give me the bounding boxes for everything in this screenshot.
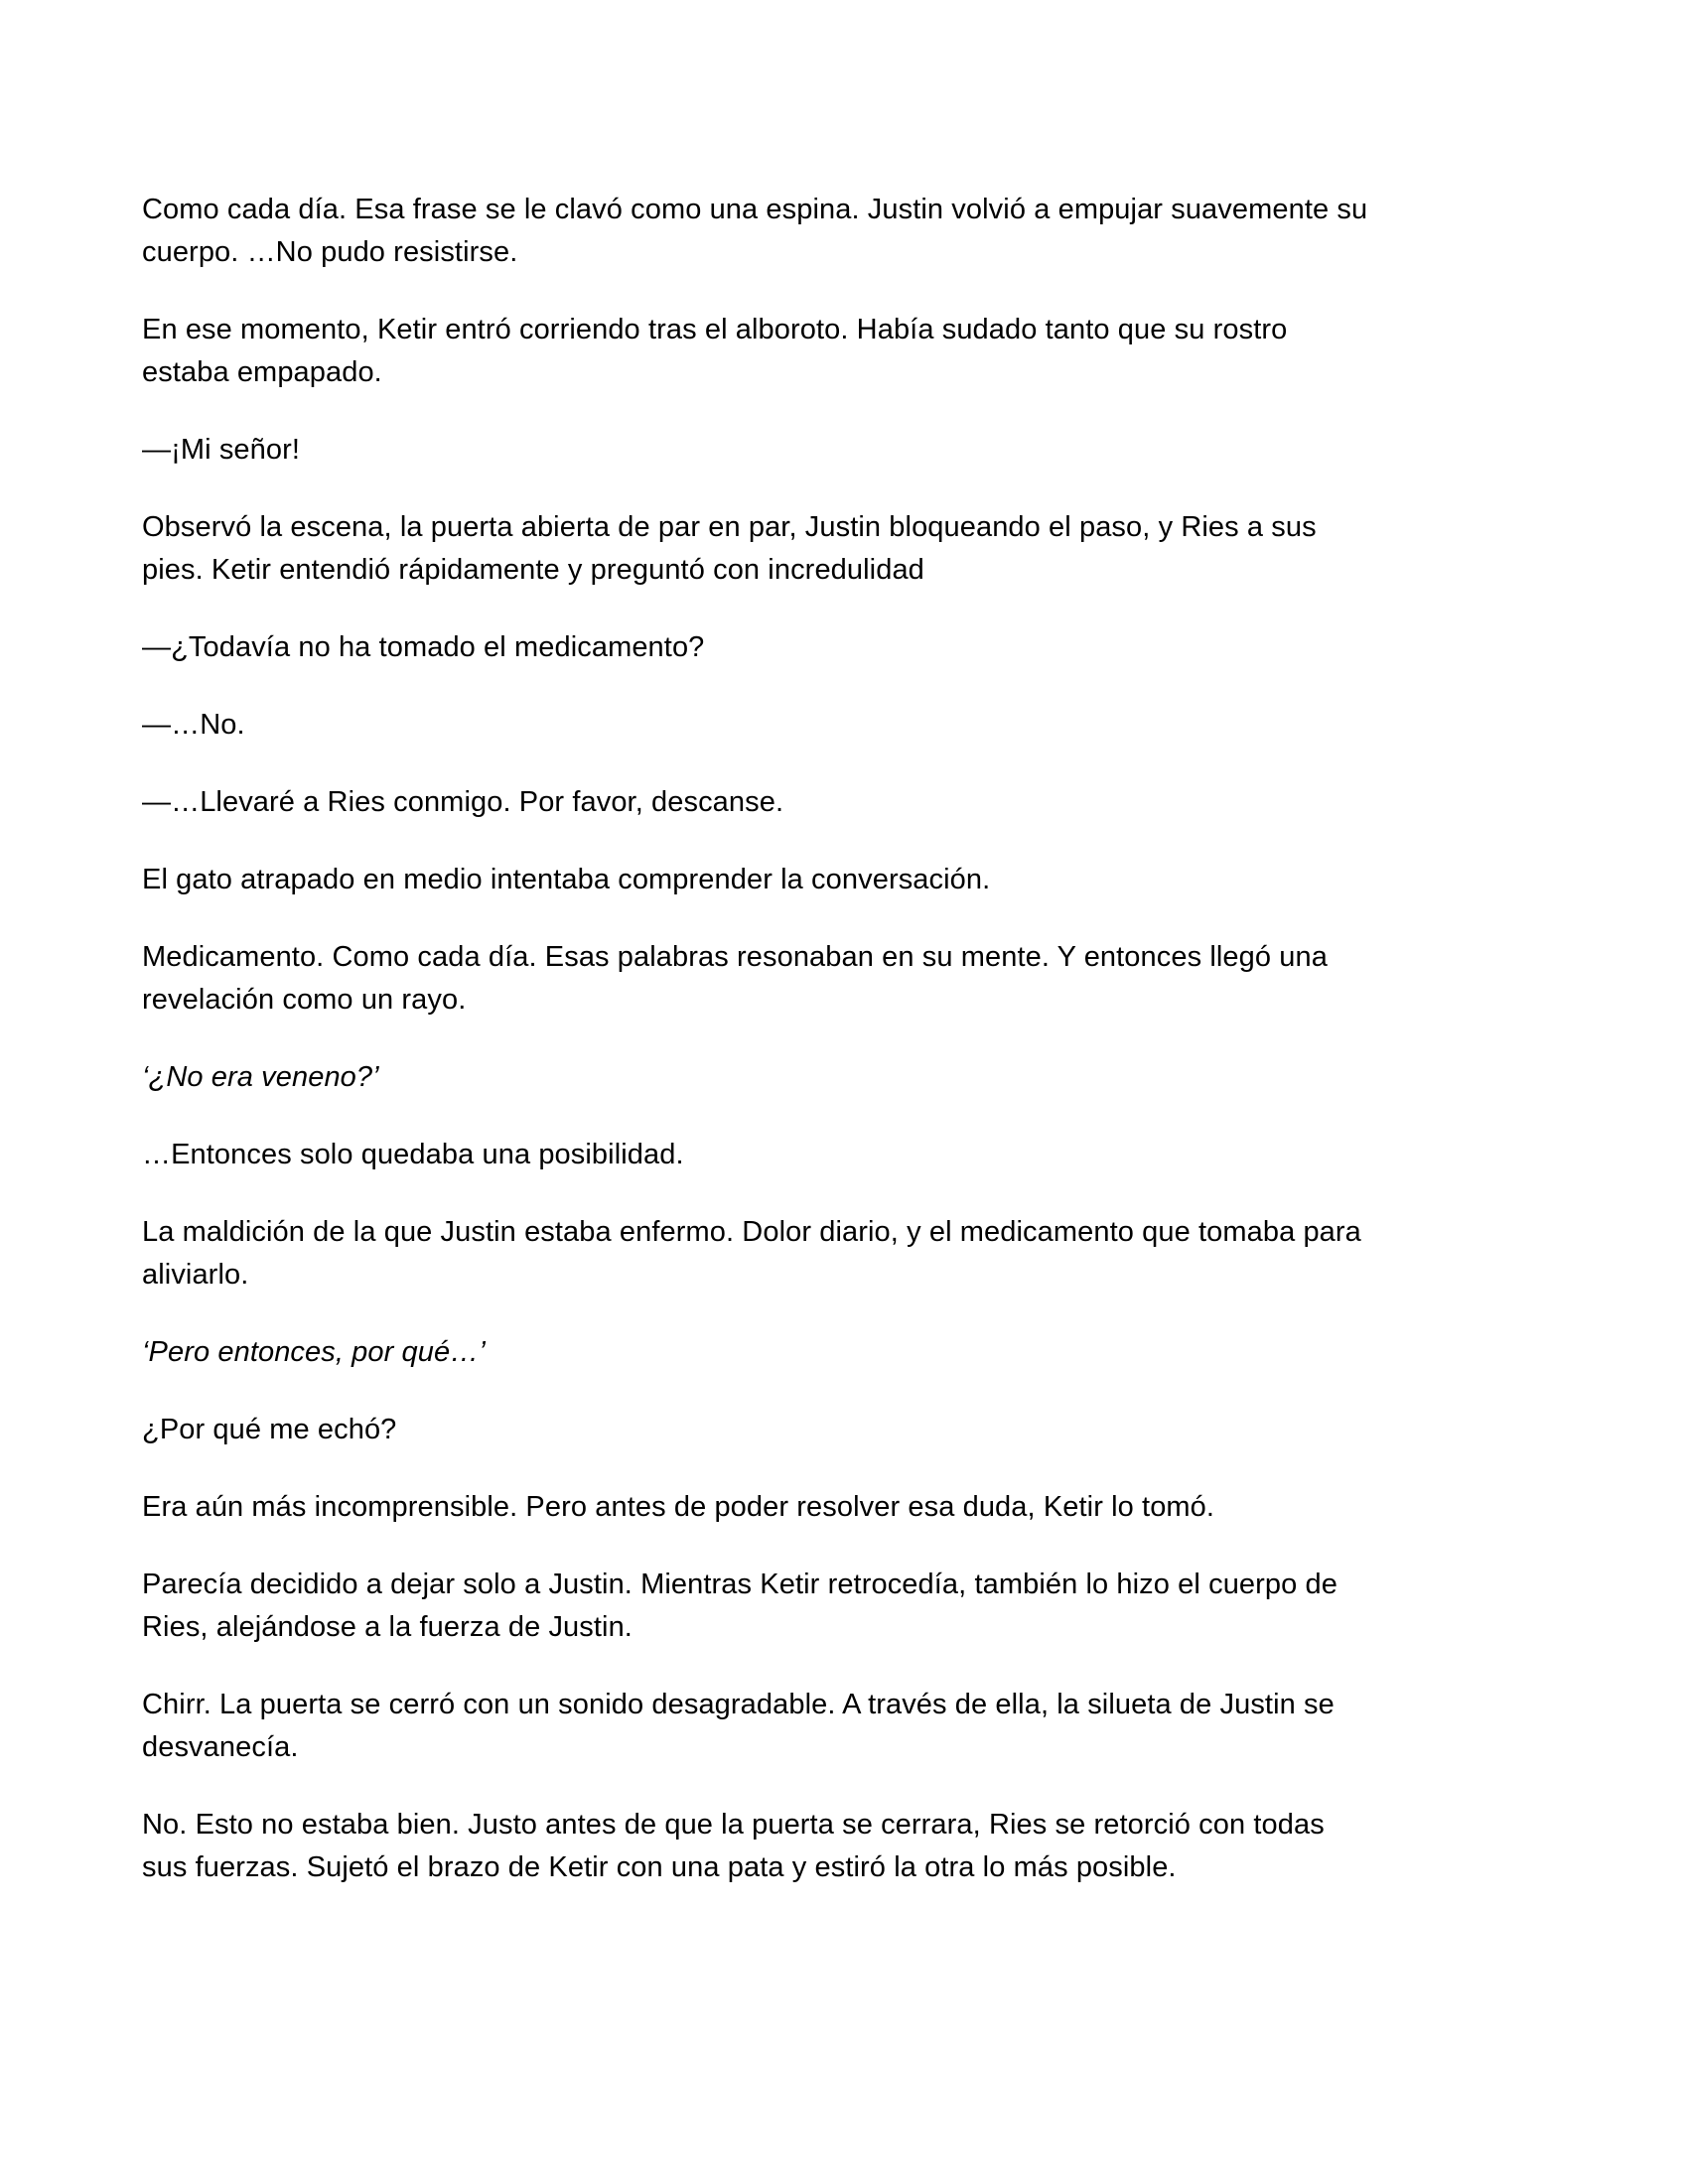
- paragraph: La maldición de la que Justin estaba enfermo. Dolor diario, y el medicamento que tomaba para aliviarlo.: [142, 1216, 1361, 1291]
- paragraph: El gato atrapado en medio intentaba comprender la conversación.: [142, 864, 991, 895]
- paragraph: En ese momento, Ketir entró corriendo tras el alboroto. Había sudado tanto que su rostro estaba empapado.: [142, 314, 1288, 388]
- paragraph-dialogue: —¡Mi señor!: [142, 434, 301, 466]
- paragraph: Parecía decidido a dejar solo a Justin. Mientras Ketir retrocedía, también lo hizo el cuerpo de Ries, alejándose a la fuerza de Justin.: [142, 1569, 1337, 1643]
- paragraph: Observó la escena, la puerta abierta de par en par, Justin bloqueando el paso, y Ries a sus pies. Ketir entendió rápidamente y preguntó con incredulidad: [142, 511, 1317, 586]
- paragraph: No. Esto no estaba bien. Justo antes de que la puerta se cerrara, Ries se retorció con todas sus fuerzas. Sujetó el brazo de Ketir con una pata y estiró la otra lo más posible.: [142, 1809, 1325, 1883]
- document-text-body: [142, 189, 1592, 1924]
- paragraph: Como cada día. Esa frase se le clavó como una espina. Justin volvió a empujar suavemente su cuerpo. …No pudo resistirse.: [142, 194, 1368, 268]
- paragraph-dialogue: —…No.: [142, 709, 245, 741]
- paragraph: …Entonces solo quedaba una posibilidad.: [142, 1139, 684, 1170]
- paragraph-dialogue: —¿Todavía no ha tomado el medicamento?: [142, 631, 705, 663]
- paragraph: Chirr. La puerta se cerró con un sonido desagradable. A través de ella, la silueta de Justin se desvanecía.: [142, 1689, 1335, 1763]
- paragraph: ¿Por qué me echó?: [142, 1414, 397, 1445]
- paragraph-inner-thought: ‘Pero entonces, por qué…’: [142, 1336, 486, 1368]
- paragraph: Medicamento. Como cada día. Esas palabras resonaban en su mente. Y entonces llegó una revelación como un rayo.: [142, 941, 1328, 1016]
- paragraph-inner-thought: ‘¿No era veneno?’: [142, 1061, 379, 1093]
- paragraph: Era aún más incomprensible. Pero antes de poder resolver esa duda, Ketir lo tomó.: [142, 1491, 1215, 1523]
- paragraph-dialogue: —…Llevaré a Ries conmigo. Por favor, descanse.: [142, 786, 784, 818]
